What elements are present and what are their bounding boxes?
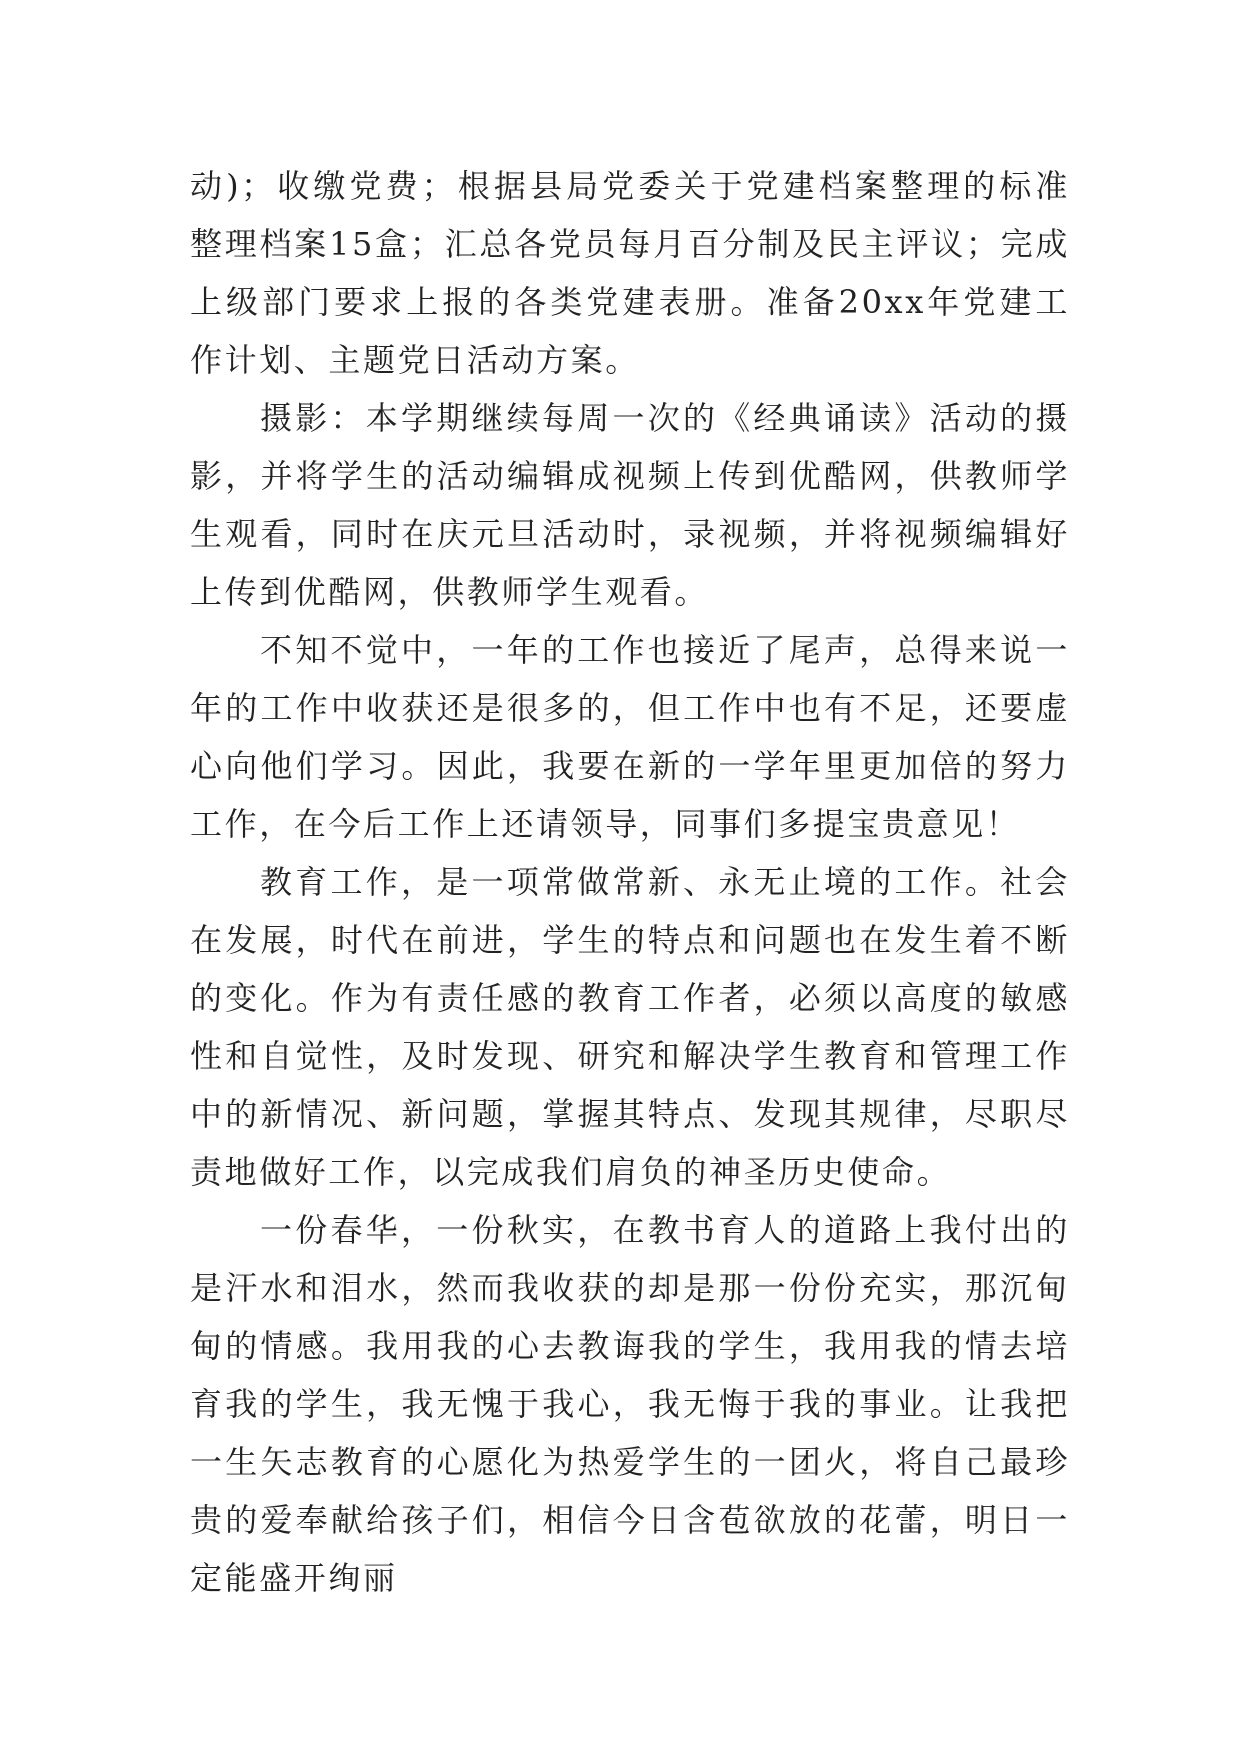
paragraph-spring-autumn: 一份春华，一份秋实，在教书育人的道路上我付出的是汗水和泪水，然而我收获的却是那一份份充实，那沉甸甸的情感。我用我的心去教诲我的学生，我用我的情去培育我的学生，我无愧于我心，我无悔于我的事业。让我把一生矢志教育的心愿化为热爱学生的一团火，将自己最珍贵的爱奉献给孩子们，相信今日含苞欲放的花蕾，明日一定能盛开绚丽: [190, 1211, 1070, 1597]
paragraph-party-work: 动)；收缴党费；根据县局党委关于党建档案整理的标准整理档案15盒；汇总各党员每月百分制及民主评议；完成上级部门要求上报的各类党建表册。准备20xx年党建工作计划、主题党日活动方案。: [190, 167, 1070, 379]
paragraph-photography: 摄影：本学期继续每周一次的《经典诵读》活动的摄影，并将学生的活动编辑成视频上传到优酷网，供教师学生观看，同时在庆元旦活动时，录视频，并将视频编辑好上传到优酷网，供教师学生观看。: [190, 399, 1070, 611]
paragraph-year-summary: 不知不觉中，一年的工作也接近了尾声，总得来说一年的工作中收获还是很多的，但工作中也有不足，还要虚心向他们学习。因此，我要在新的一学年里更加倍的努力工作，在今后工作上还请领导，同事们多提宝贵意见！: [190, 631, 1070, 843]
paragraph-education-work: 教育工作，是一项常做常新、永无止境的工作。社会在发展，时代在前进，学生的特点和问题也在发生着不断的变化。作为有责任感的教育工作者，必须以高度的敏感性和自觉性，及时发现、研究和解决学生教育和管理工作中的新情况、新问题，掌握其特点、发现其规律，尽职尽责地做好工作，以完成我们肩负的神圣历史使命。: [190, 863, 1070, 1191]
document-page: [190, 157, 1070, 1607]
